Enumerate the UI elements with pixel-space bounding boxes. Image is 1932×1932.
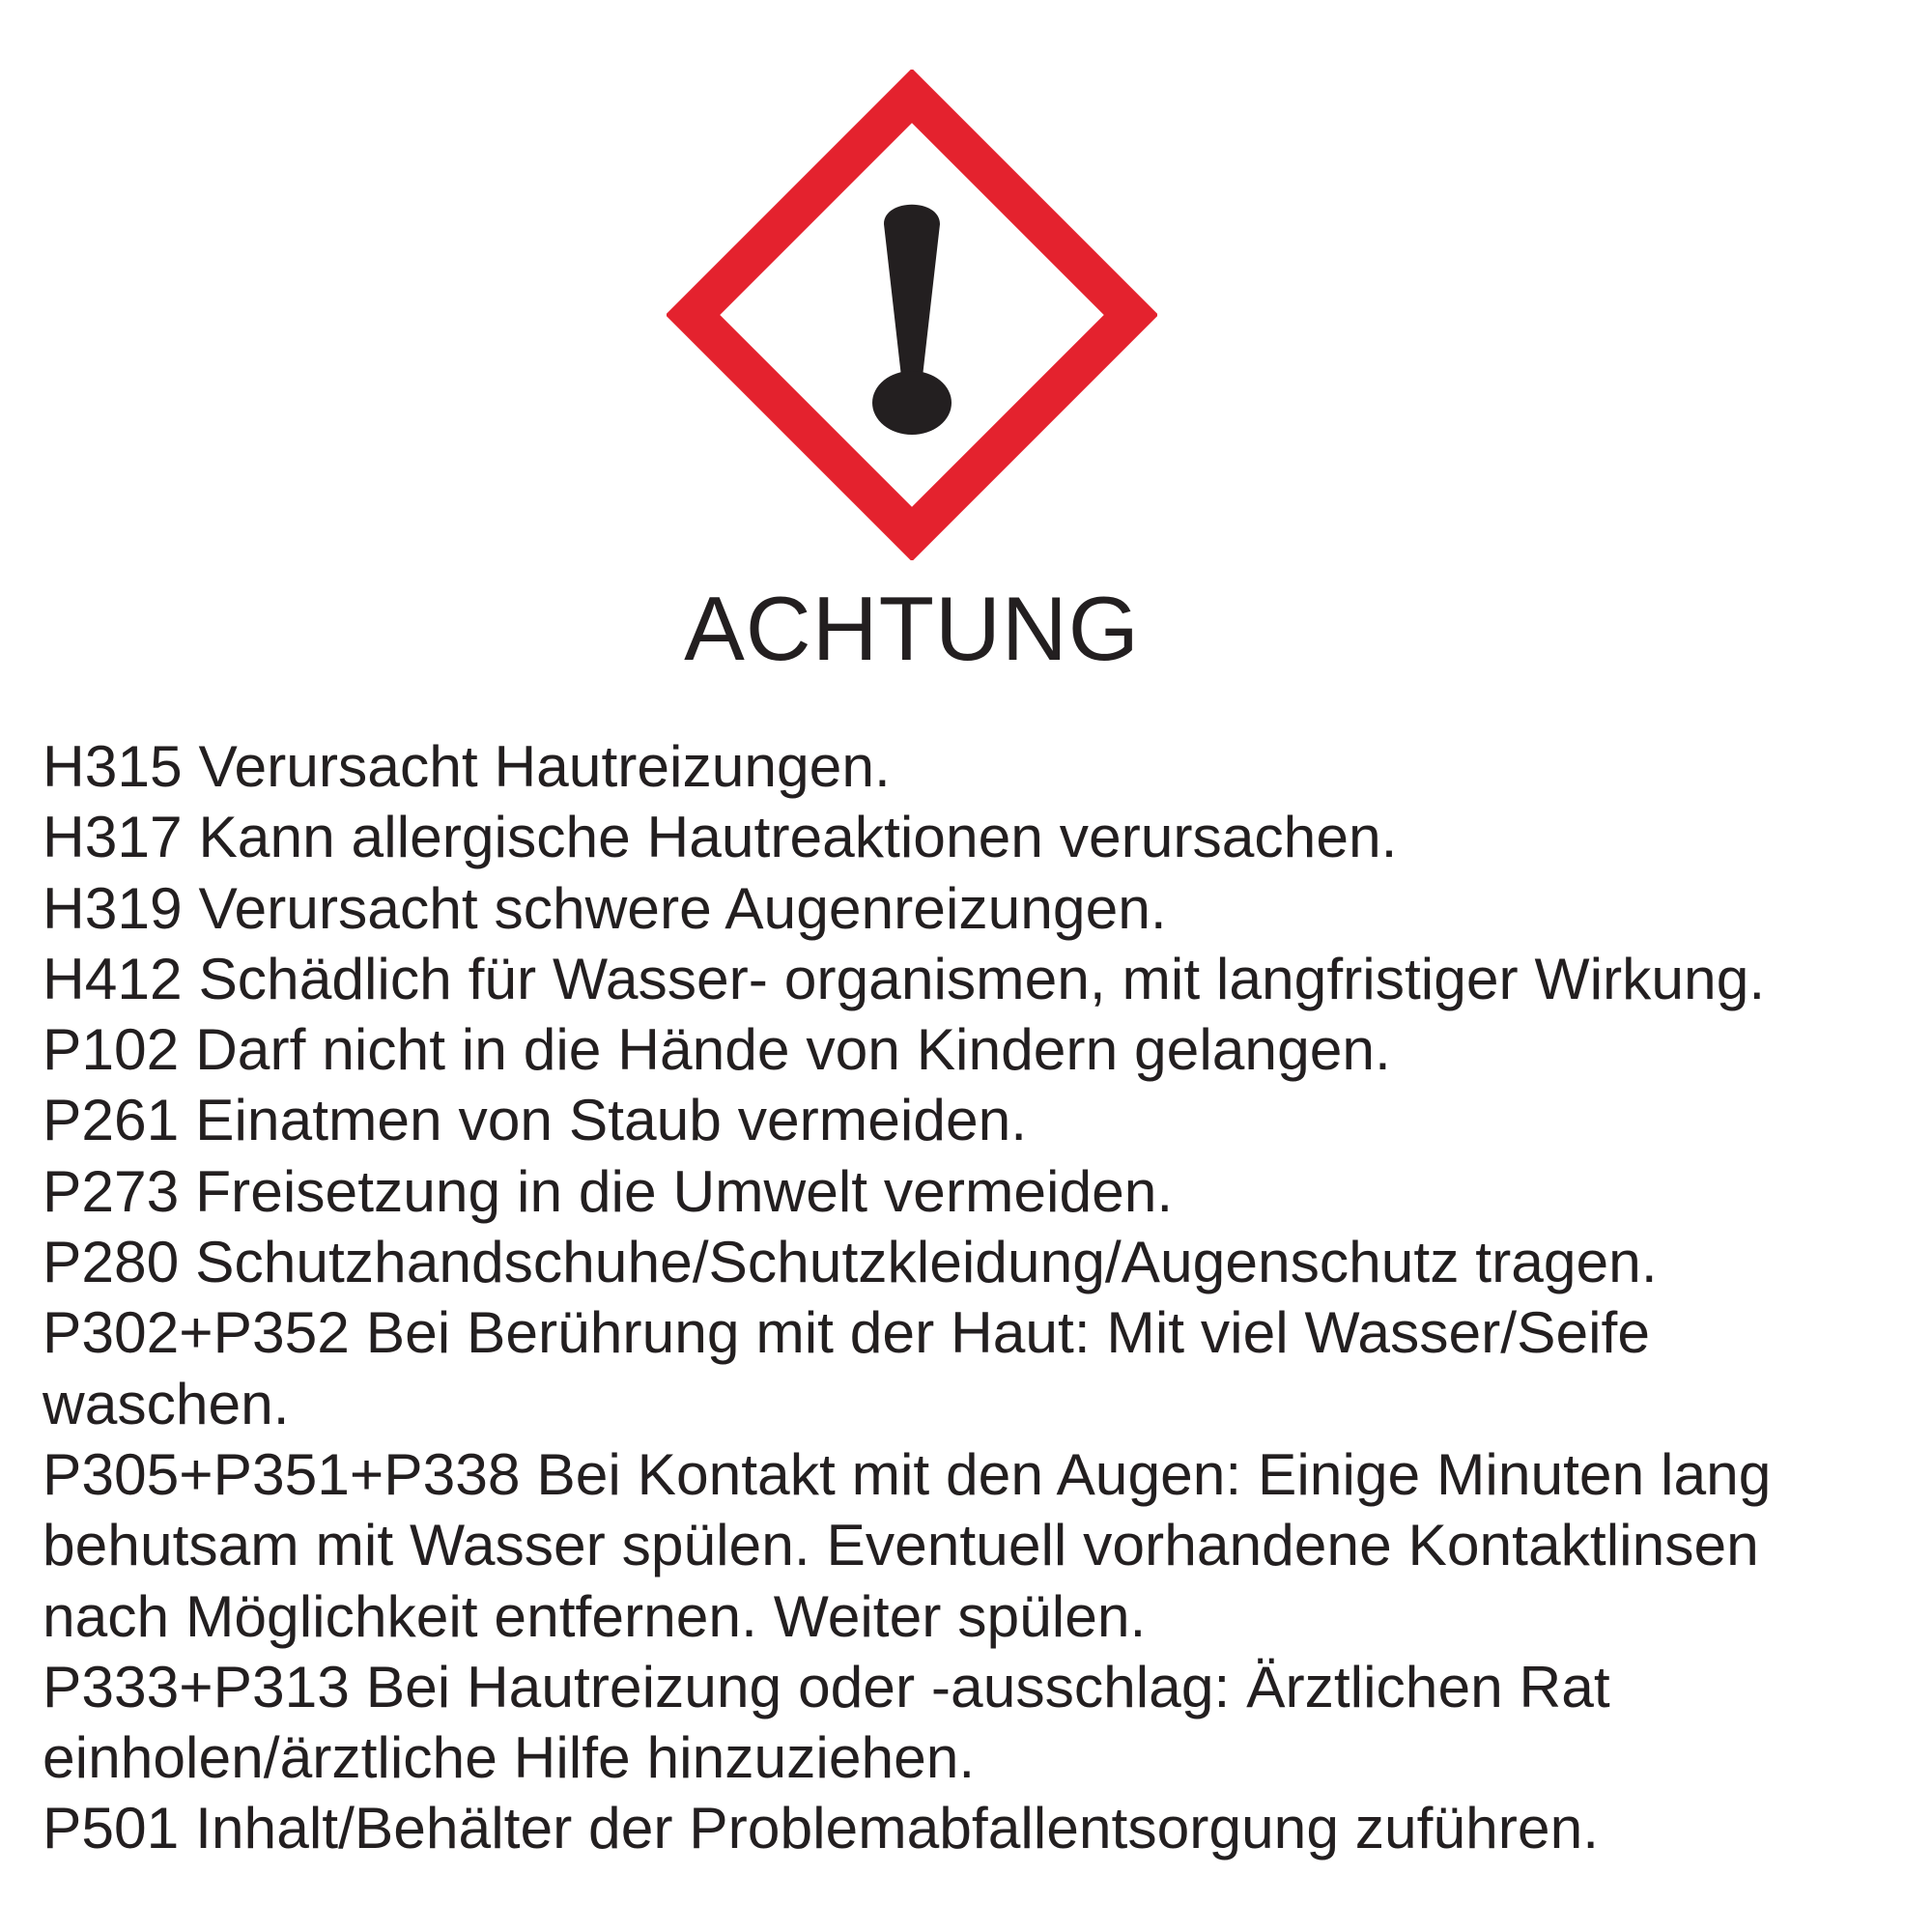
statement-h412: H412 Schädlich für Wasser- organismen, mit langfristiger Wirkung. <box>43 945 1766 1011</box>
statement-h317: H317 Kann allergische Hautreaktionen verursachen. <box>43 804 1398 870</box>
statement-h315: H315 Verursacht Hautreizungen. <box>43 733 891 799</box>
exclamation-dot <box>872 371 952 435</box>
statement-p102: P102 Darf nicht in die Hände von Kindern gelangen. <box>43 1016 1391 1083</box>
hazard-precaution-statements <box>43 731 1926 1864</box>
statement-p305-p351-p338: P305+P351+P338 Bei Kontakt mit den Augen: Einige Minuten lang behutsam mit Wasser spülen. Eventuell vorhandene Kontaktlinsen nach Möglichkeit entfernen. Weiter spülen. <box>43 1440 1772 1649</box>
statement-p280: P280 Schutzhandschuhe/Schutzkleidung/Augenschutz tragen. <box>43 1229 1658 1295</box>
statement-p273: P273 Freisetzung in die Umwelt vermeiden. <box>43 1157 1174 1224</box>
statement-p501: P501 Inhalt/Behälter der Problemabfallentsorgung zuführen. <box>43 1795 1600 1861</box>
statement-p302-p352: P302+P352 Bei Berührung mit der Haut: Mit viel Wasser/Seife waschen. <box>43 1299 1650 1436</box>
statement-p333-p313: P333+P313 Bei Hautreizung oder -ausschlag: Ärztlichen Rat einholen/ärztliche Hilfe hinzuziehen. <box>43 1653 1610 1791</box>
statement-h319: H319 Verursacht schwere Augenreizungen. <box>43 874 1167 941</box>
statement-p261: P261 Einatmen von Staub vermeiden. <box>43 1087 1028 1153</box>
signal-word: ACHTUNG <box>684 578 1140 679</box>
ghs07-exclamation-mark-icon <box>667 70 1157 560</box>
